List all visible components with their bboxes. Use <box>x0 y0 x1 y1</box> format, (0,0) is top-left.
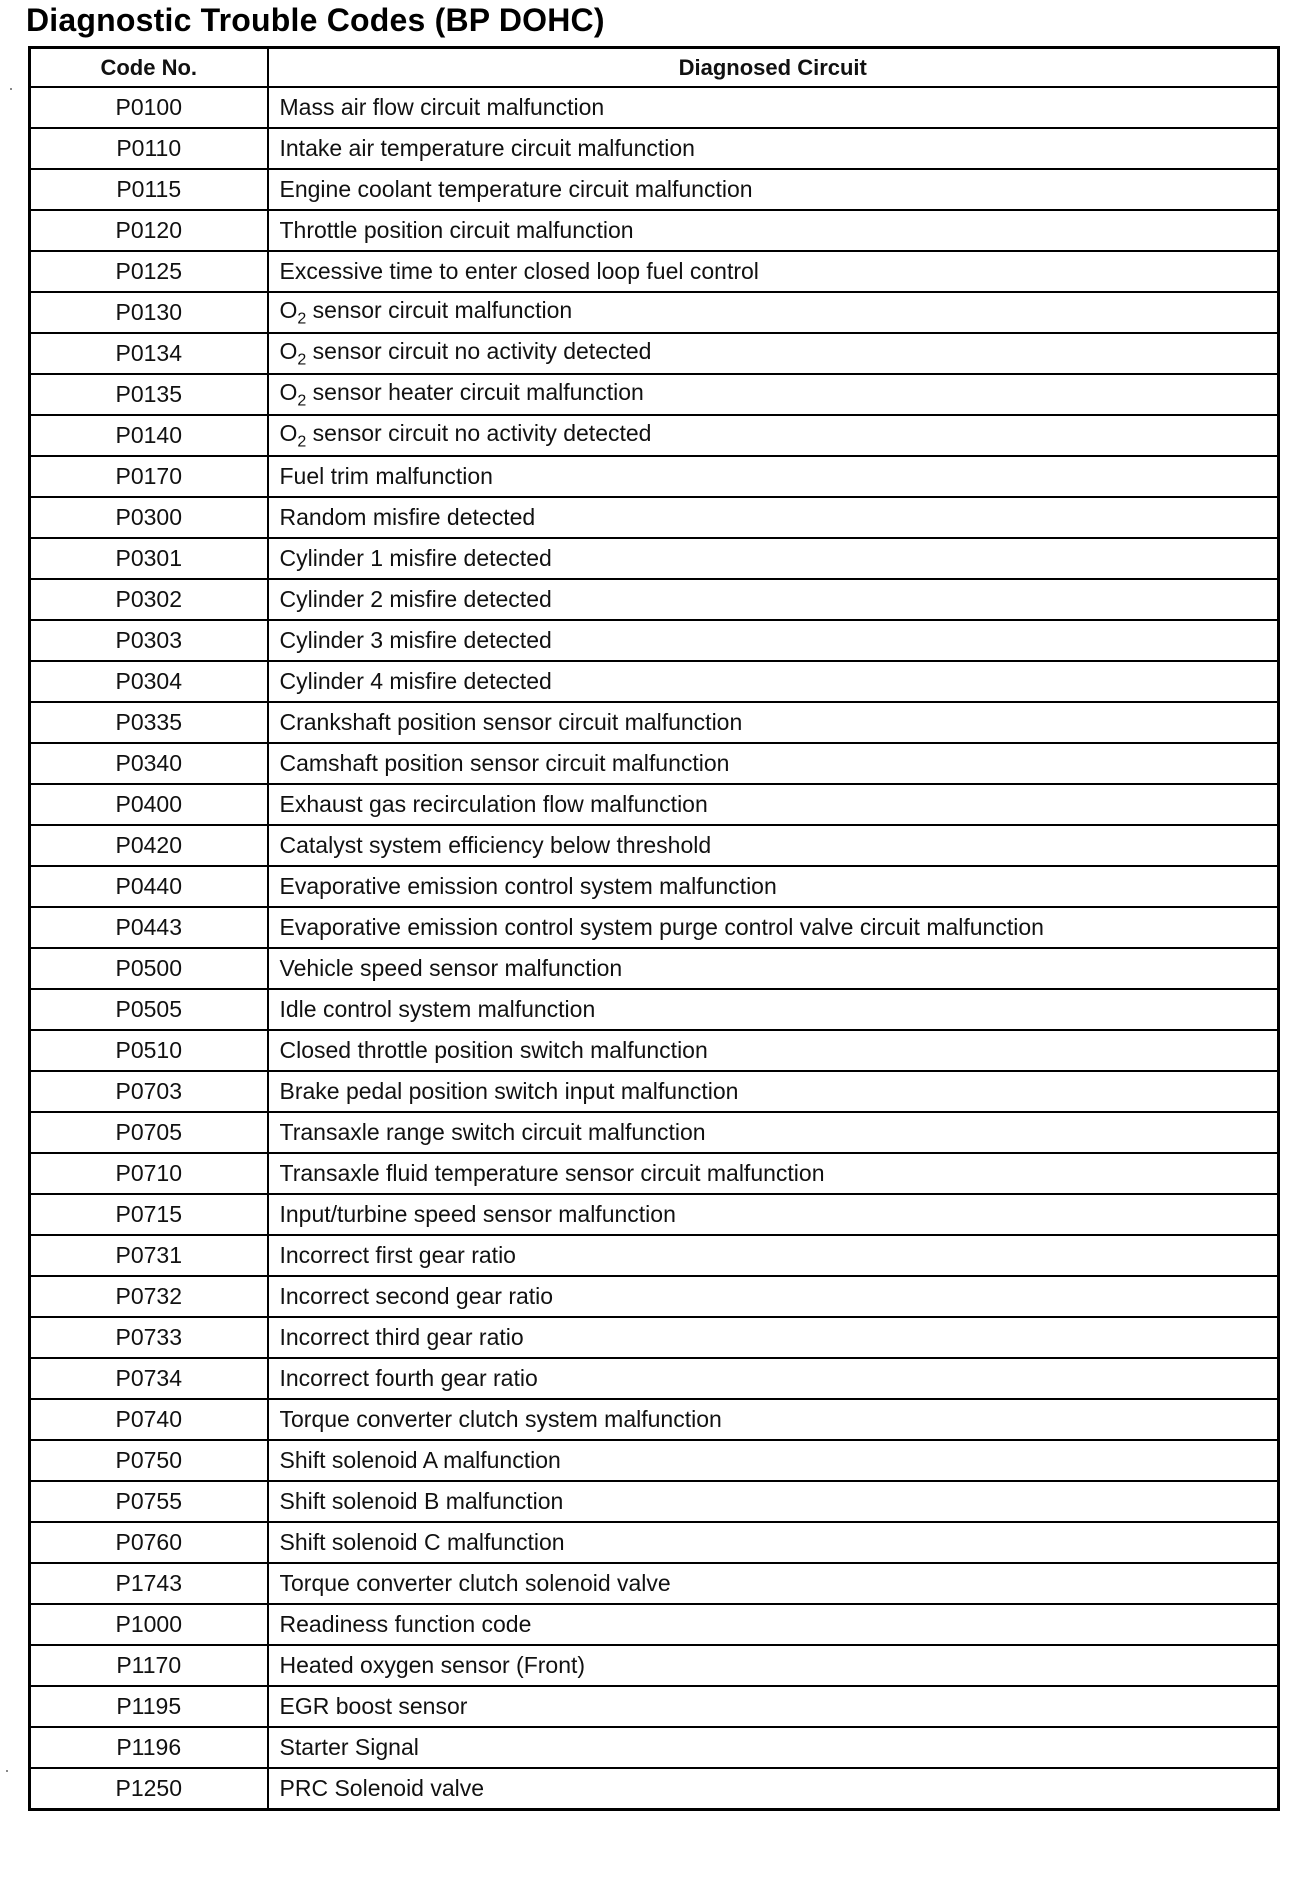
circuit-cell: Shift solenoid B malfunction <box>268 1481 1279 1522</box>
circuit-text-rest: sensor circuit no activity detected <box>306 337 652 364</box>
table-row <box>30 1768 1279 1810</box>
code-cell: P0740 <box>30 1399 268 1440</box>
circuit-cell: Torque converter clutch solenoid valve <box>268 1563 1279 1604</box>
circuit-text-subscript: 2 <box>297 351 307 369</box>
table-row <box>30 1317 1279 1358</box>
code-cell: P0420 <box>30 825 268 866</box>
table-row <box>30 866 1279 907</box>
code-cell: P0140 <box>30 415 268 456</box>
code-cell: P0710 <box>30 1153 268 1194</box>
scan-speck <box>10 88 12 90</box>
table-row <box>30 825 1279 866</box>
code-cell: P0110 <box>30 128 268 169</box>
table-row <box>30 1440 1279 1481</box>
table-row <box>30 1522 1279 1563</box>
circuit-cell: Crankshaft position sensor circuit malfunction <box>268 702 1279 743</box>
table-row <box>30 128 1279 169</box>
code-cell: P0715 <box>30 1194 268 1235</box>
code-cell: P0705 <box>30 1112 268 1153</box>
code-cell: P0301 <box>30 538 268 579</box>
circuit-cell <box>268 333 1279 374</box>
circuit-text-subscript: 2 <box>297 310 307 328</box>
code-cell: P0733 <box>30 1317 268 1358</box>
code-cell: P0510 <box>30 1030 268 1071</box>
code-cell: P0443 <box>30 907 268 948</box>
code-cell: P0734 <box>30 1358 268 1399</box>
table-row <box>30 743 1279 784</box>
code-cell: P0304 <box>30 661 268 702</box>
code-cell: P1195 <box>30 1686 268 1727</box>
table-row <box>30 169 1279 210</box>
code-cell: P1250 <box>30 1768 268 1810</box>
circuit-cell <box>268 415 1279 456</box>
code-cell: P0340 <box>30 743 268 784</box>
circuit-cell: Heated oxygen sensor (Front) <box>268 1645 1279 1686</box>
circuit-cell: Transaxle range switch circuit malfunction <box>268 1112 1279 1153</box>
table-row <box>30 1645 1279 1686</box>
circuit-cell: Cylinder 3 misfire detected <box>268 620 1279 661</box>
code-cell: P0500 <box>30 948 268 989</box>
column-header-code: Code No. <box>30 48 268 88</box>
code-cell: P0505 <box>30 989 268 1030</box>
circuit-cell: Incorrect fourth gear ratio <box>268 1358 1279 1399</box>
circuit-text-subscript: 2 <box>297 392 307 410</box>
table-row <box>30 1358 1279 1399</box>
circuit-cell: Catalyst system efficiency below threshold <box>268 825 1279 866</box>
circuit-text-prefix: O <box>279 419 298 446</box>
circuit-cell: Cylinder 4 misfire detected <box>268 661 1279 702</box>
circuit-cell: Closed throttle position switch malfunction <box>268 1030 1279 1071</box>
circuit-cell: EGR boost sensor <box>268 1686 1279 1727</box>
table-row <box>30 1481 1279 1522</box>
circuit-cell: Input/turbine speed sensor malfunction <box>268 1194 1279 1235</box>
code-cell: P0125 <box>30 251 268 292</box>
table-row <box>30 1604 1279 1645</box>
circuit-text-prefix: O <box>279 378 298 405</box>
code-cell: P0731 <box>30 1235 268 1276</box>
circuit-cell: Idle control system malfunction <box>268 989 1279 1030</box>
table-row <box>30 415 1279 456</box>
circuit-cell: Brake pedal position switch input malfunction <box>268 1071 1279 1112</box>
table-row <box>30 374 1279 415</box>
code-cell: P1170 <box>30 1645 268 1686</box>
scan-speck <box>6 1770 8 1772</box>
circuit-text-prefix: O <box>279 337 298 364</box>
table-row <box>30 1399 1279 1440</box>
circuit-text-prefix: O <box>279 296 298 323</box>
circuit-cell: Transaxle fluid temperature sensor circuit malfunction <box>268 1153 1279 1194</box>
code-cell: P0703 <box>30 1071 268 1112</box>
circuit-text-rest: sensor circuit malfunction <box>306 296 573 323</box>
code-cell: P1000 <box>30 1604 268 1645</box>
table-row <box>30 251 1279 292</box>
code-cell: P0302 <box>30 579 268 620</box>
circuit-cell: Readiness function code <box>268 1604 1279 1645</box>
circuit-cell: Exhaust gas recirculation flow malfunction <box>268 784 1279 825</box>
circuit-cell: Starter Signal <box>268 1727 1279 1768</box>
circuit-cell: Incorrect third gear ratio <box>268 1317 1279 1358</box>
table-row <box>30 989 1279 1030</box>
table-row <box>30 87 1279 128</box>
table-row <box>30 1276 1279 1317</box>
column-header-circuit: Diagnosed Circuit <box>268 48 1279 88</box>
table-row <box>30 1030 1279 1071</box>
table-body <box>30 87 1279 1810</box>
circuit-cell: Evaporative emission control system purge control valve circuit malfunction <box>268 907 1279 948</box>
circuit-cell: Random misfire detected <box>268 497 1279 538</box>
circuit-cell <box>268 292 1279 333</box>
dtc-table <box>28 46 1280 1811</box>
page-title: Diagnostic Trouble Codes (BP DOHC) <box>26 2 605 38</box>
circuit-cell: Vehicle speed sensor malfunction <box>268 948 1279 989</box>
table-row <box>30 1686 1279 1727</box>
circuit-cell: PRC Solenoid valve <box>268 1768 1279 1810</box>
code-cell: P0335 <box>30 702 268 743</box>
table-row <box>30 1112 1279 1153</box>
table-row <box>30 1194 1279 1235</box>
code-cell: P0120 <box>30 210 268 251</box>
circuit-text-rest: sensor circuit no activity detected <box>306 419 652 446</box>
circuit-cell: Cylinder 2 misfire detected <box>268 579 1279 620</box>
code-cell: P0134 <box>30 333 268 374</box>
code-cell: P0440 <box>30 866 268 907</box>
circuit-cell: Cylinder 1 misfire detected <box>268 538 1279 579</box>
circuit-cell <box>268 374 1279 415</box>
circuit-cell: Intake air temperature circuit malfunction <box>268 128 1279 169</box>
table-row <box>30 784 1279 825</box>
circuit-cell: Incorrect first gear ratio <box>268 1235 1279 1276</box>
circuit-cell: Excessive time to enter closed loop fuel control <box>268 251 1279 292</box>
table-row <box>30 456 1279 497</box>
table-row <box>30 1071 1279 1112</box>
circuit-text-subscript: 2 <box>297 433 307 451</box>
code-cell: P0303 <box>30 620 268 661</box>
circuit-cell: Incorrect second gear ratio <box>268 1276 1279 1317</box>
circuit-cell: Shift solenoid C malfunction <box>268 1522 1279 1563</box>
code-cell: P0732 <box>30 1276 268 1317</box>
code-cell: P0135 <box>30 374 268 415</box>
table-row <box>30 907 1279 948</box>
circuit-cell: Fuel trim malfunction <box>268 456 1279 497</box>
code-cell: P0170 <box>30 456 268 497</box>
code-cell: P0750 <box>30 1440 268 1481</box>
table-header-row <box>30 48 1279 88</box>
table-row <box>30 538 1279 579</box>
table-row <box>30 497 1279 538</box>
circuit-cell: Throttle position circuit malfunction <box>268 210 1279 251</box>
table-row <box>30 292 1279 333</box>
circuit-cell: Mass air flow circuit malfunction <box>268 87 1279 128</box>
table-row <box>30 620 1279 661</box>
table-row <box>30 1563 1279 1604</box>
table-row <box>30 333 1279 374</box>
code-cell: P0760 <box>30 1522 268 1563</box>
code-cell: P0130 <box>30 292 268 333</box>
table-row <box>30 948 1279 989</box>
table-row <box>30 1727 1279 1768</box>
circuit-text-rest: sensor heater circuit malfunction <box>306 378 644 405</box>
circuit-cell: Torque converter clutch system malfunction <box>268 1399 1279 1440</box>
code-cell: P0755 <box>30 1481 268 1522</box>
circuit-cell: Engine coolant temperature circuit malfunction <box>268 169 1279 210</box>
code-cell: P0300 <box>30 497 268 538</box>
table-row <box>30 579 1279 620</box>
code-cell: P0100 <box>30 87 268 128</box>
circuit-cell: Camshaft position sensor circuit malfunction <box>268 743 1279 784</box>
code-cell: P1196 <box>30 1727 268 1768</box>
code-cell: P0115 <box>30 169 268 210</box>
table-row <box>30 702 1279 743</box>
circuit-cell: Evaporative emission control system malfunction <box>268 866 1279 907</box>
code-cell: P0400 <box>30 784 268 825</box>
table-row <box>30 1153 1279 1194</box>
table-row <box>30 210 1279 251</box>
table-row <box>30 1235 1279 1276</box>
table-row <box>30 661 1279 702</box>
circuit-cell: Shift solenoid A malfunction <box>268 1440 1279 1481</box>
code-cell: P1743 <box>30 1563 268 1604</box>
